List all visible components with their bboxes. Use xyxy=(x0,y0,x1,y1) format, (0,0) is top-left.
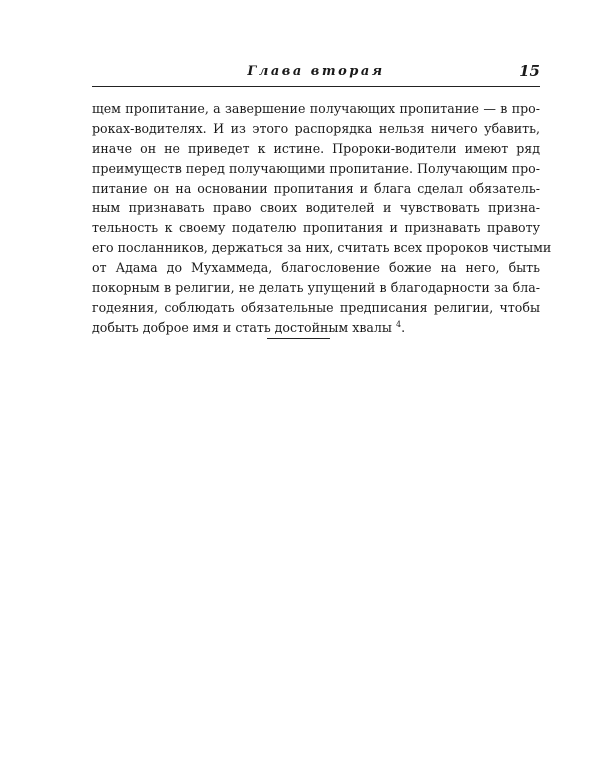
text-line: преимуществ перед получающими пропитание. Получающим про- xyxy=(92,160,540,176)
text-line: годеяния, соблюдать обязательные предписания религии, чтобы xyxy=(92,299,540,315)
text-line: питание он на основании пропитания и блага сделал обязатель- xyxy=(92,180,540,196)
text-line: ным признавать право своих водителей и чувствовать призна- xyxy=(92,200,540,216)
text-line-last xyxy=(92,318,540,338)
body-paragraph xyxy=(92,99,552,338)
chapter-title: Глава вторая xyxy=(247,64,385,79)
text-line: его посланников, держаться за них, считать всех пророков чистыми xyxy=(92,240,552,256)
text-line: тельность к своему подателю пропитания и признавать правоту xyxy=(92,220,540,236)
text-line: щем пропитание, а завершение получающих пропитание — в про- xyxy=(92,101,540,116)
section-divider xyxy=(267,338,330,339)
final-punctuation: . xyxy=(401,319,406,335)
last-line-text: добыть доброе имя и стать достойным хвалы xyxy=(92,319,392,335)
text-line: покорным в религии, не делать упущений в благодарности за бла- xyxy=(92,280,540,296)
footnote-reference[interactable]: 4 xyxy=(395,319,402,329)
header-rule xyxy=(92,86,540,87)
page-number: 15 xyxy=(519,62,540,80)
text-line: от Адама до Мухаммеда, благословение божие на него, быть xyxy=(92,260,540,276)
text-line: иначе он не приведет к истине. Пророки-водители имеют ряд xyxy=(92,140,540,156)
running-head xyxy=(92,62,540,84)
text-line: роках-водителях. И из этого распорядка нельзя ничего убавить, xyxy=(92,120,540,136)
